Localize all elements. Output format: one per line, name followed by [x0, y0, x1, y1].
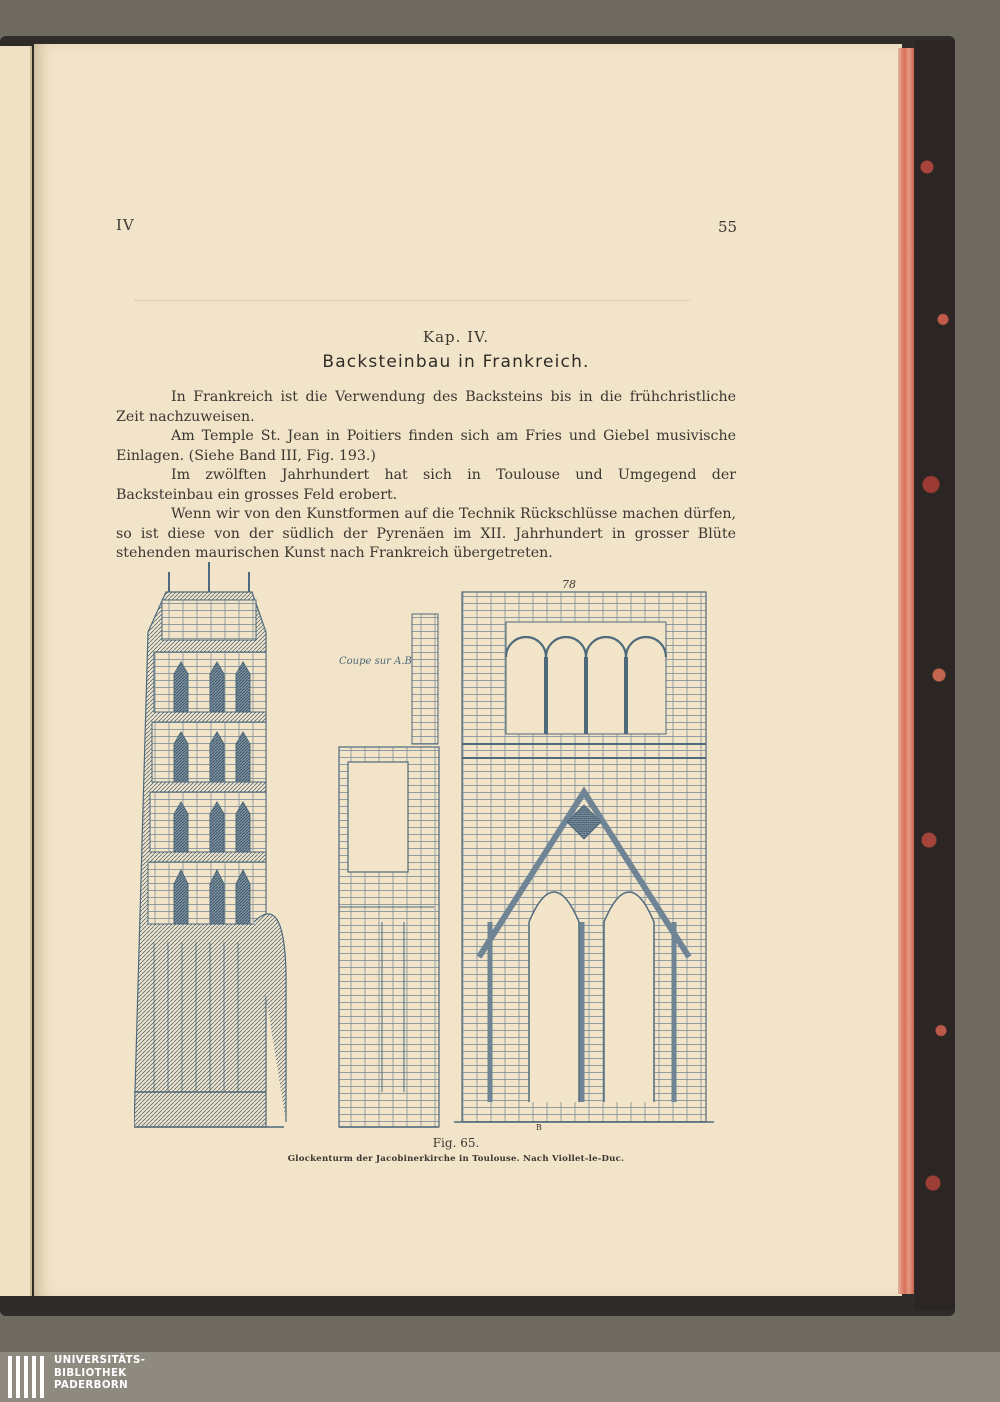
paragraph: Im zwölften Jahrhundert hat sich in Toulouse und Umgegend der Backsteinbau ein grosses Feld erobert.: [116, 467, 736, 503]
chapter-heading: Kap. IV.: [422, 328, 490, 346]
paragraph: Am Temple St. Jean in Poitiers finden sich am Fries und Giebel musivische Einlagen. (Siehe Band III, Fig. 193.): [116, 428, 736, 464]
marbled-endpaper: [915, 40, 955, 1310]
figure-engraving: [134, 562, 714, 1132]
section-label: Coupe sur A.B: [339, 656, 412, 667]
book-page: [34, 44, 902, 1296]
paragraph: In Frankreich ist die Verwendung des Backsteins bis in die frühchristliche Zeit nachzuweisen.: [116, 389, 736, 425]
page-edge: [898, 48, 914, 1294]
section-title: Backsteinbau in Frankreich.: [322, 352, 590, 372]
figure-caption: Glockenturm der Jacobinerkirche in Toulouse. Nach Viollet-le-Duc.: [287, 1154, 625, 1164]
facing-page-edge: [0, 46, 32, 1296]
figure-number-label: 78: [562, 578, 576, 591]
logo-line: UNIVERSITÄTS-: [54, 1355, 146, 1366]
library-logo-text: [54, 1355, 145, 1393]
running-header-chapter: IV: [116, 216, 135, 234]
logo-line: BIBLIOTHEK: [54, 1367, 127, 1379]
section-drawing: [339, 614, 439, 1127]
library-logo-icon: [8, 1356, 48, 1398]
logo-line: PADERBORN: [54, 1380, 129, 1392]
paragraph: Wenn wir von den Kunstformen auf die Technik Rückschlüsse machen dürfen, so ist diese von der südlich der Pyrenäen im XII. Jahrhundert in grosser Blüte stehenden maurischen Kunst nach Frankreich übergetreten.: [116, 506, 736, 561]
header-rule: [135, 300, 690, 301]
figure-label: Fig. 65.: [432, 1136, 480, 1150]
page-number: 55: [718, 218, 738, 236]
bell-tower-drawing: [134, 562, 286, 1127]
elevation-drawing: [454, 578, 714, 1132]
library-footer: [0, 1352, 1000, 1402]
body-text: [116, 388, 736, 564]
marker-b: B: [536, 1123, 542, 1132]
